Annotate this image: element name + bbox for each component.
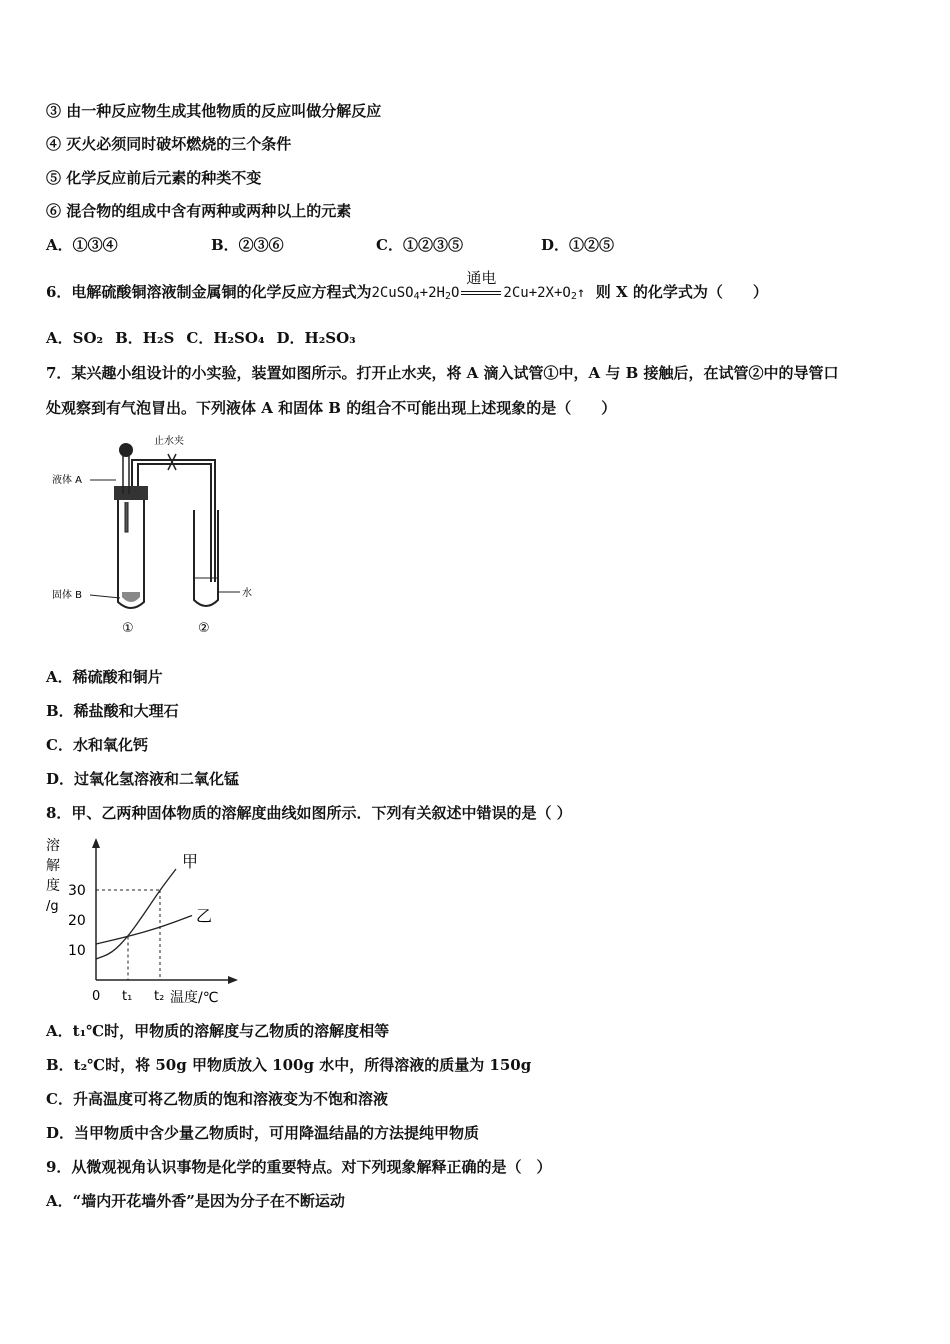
ylabel-char-3: 度 [46,878,60,894]
ylabel-char-1: 溶 [46,838,60,854]
y-axis-arrow-icon [92,838,100,848]
q7-option-a[interactable]: A．稀硫酸和铜片 [46,668,163,686]
solubility-chart [40,832,260,1007]
q7-option-d[interactable]: D．过氧化氢溶液和二氧化锰 [46,770,240,788]
q6-condition-text: 通电 [466,269,497,287]
series-line-1 [96,869,176,959]
label-liquid-a: 液体 A [52,475,83,486]
label-clamp: 止水夹 [154,436,184,447]
label-tube-1: ① [122,621,134,636]
q8-option-d[interactable]: D．当甲物质中含少量乙物质时，可用降温结晶的方法提纯甲物质 [46,1124,480,1142]
q6-equation-right: $2Cu+2X+O_2↑$ [503,285,586,302]
y-tick-label-20: 20 [68,913,86,929]
series-label-2: 乙 [196,906,213,926]
q6-prefix: 6．电解硫酸铜溶液制金属铜的化学反应方程式为 [46,283,372,301]
q5-item-4: ④ 灭火必须同时破坏燃烧的三个条件 [46,135,292,153]
y-tick-label-10: 10 [68,943,86,959]
q7-stem-line1: 7．某兴趣小组设计的小实验，装置如图所示。打开止水夹，将 A 滴入试管①中，A 与 B 接触后，在试管②中的导管口 [46,364,839,382]
q5-option-b[interactable]: B．②③⑥ [211,236,284,254]
q6-option-c[interactable]: C．H₂SO₄ [186,329,265,347]
q6-option-d[interactable]: D．H₂SO₃ [276,329,356,347]
q5-option-d[interactable]: D．①②⑤ [541,236,615,254]
q6-question-tail: 则 X 的化学式为（ ） [595,283,768,301]
q5-item-6: ⑥ 混合物的组成中含有两种或两种以上的元素 [46,202,352,220]
q6-equation-left: $2CuSO_4+2H_2O$ [371,285,460,302]
clamp-icon [168,454,176,470]
ylabel-char-2: 解 [46,858,60,874]
series-line-2 [96,916,192,945]
q5-item-3: ③ 由一种反应物生成其他物质的反应叫做分解反应 [46,102,382,120]
q9-stem: 9．从微观视角认识事物是化学的重要特点。对下列现象解释正确的是（ ） [46,1158,552,1176]
y-axis-label [46,837,60,914]
x-tick-label-t1: t₁ [122,989,133,1004]
x-axis-arrow-icon [228,976,238,984]
q9-option-a[interactable]: A．“墙内开花墙外香”是因为分子在不断运动 [46,1192,345,1210]
q7-stem-line2: 处观察到有气泡冒出。下列液体 A 和固体 B 的组合不可能出现上述现象的是（ ） [46,399,617,417]
chart-ticks [68,883,164,1004]
label-solid-pointer [90,595,120,598]
q6-option-b[interactable]: B．H₂S [115,329,175,347]
q8-option-b[interactable]: B．t₂℃时，将 50g 甲物质放入 100g 水中，所得溶液的质量为 150g [46,1056,532,1074]
solid-b-material [122,592,140,602]
equals-sign-icon [461,291,501,295]
rubber-stopper-1 [114,486,148,500]
dropper-tip [125,502,128,532]
test-tube-1 [118,494,144,608]
x-tick-label-t2: t₂ [154,989,165,1004]
origin-label: 0 [92,989,101,1004]
q5-option-c[interactable]: C．①②③⑤ [376,236,463,254]
q8-option-a[interactable]: A．t₁℃时，甲物质的溶解度与乙物质的溶解度相等 [46,1022,390,1040]
q8-option-c[interactable]: C．升高温度可将乙物质的饱和溶液变为不饱和溶液 [46,1090,388,1108]
connecting-tube [138,464,211,582]
q7-apparatus-figure [46,432,276,637]
y-tick-label-30: 30 [68,883,86,899]
chart-series [96,852,212,959]
x-axis-label: 温度/℃ [170,990,219,1006]
dropper-bulb-icon [119,443,133,457]
q6-stem [46,269,768,307]
q7-option-c[interactable]: C．水和氧化钙 [46,736,148,754]
series-label-1: 甲 [182,852,199,871]
q6-option-a[interactable]: A．SO₂ [46,329,104,347]
q7-option-b[interactable]: B．稀盐酸和大理石 [46,702,179,720]
q8-stem: 8．甲、乙两种固体物质的溶解度曲线如图所示．下列有关叙述中错误的是（ ） [46,804,572,822]
label-tube-2: ② [198,621,210,636]
q5-item-5: ⑤ 化学反应前后元素的种类不变 [46,169,262,187]
q6-condition [459,269,503,302]
q5-options [46,235,614,255]
label-water: 水 [242,588,252,599]
ylabel-char-4: /g [46,899,59,914]
q5-option-a[interactable]: A．①③④ [46,236,118,254]
q6-options [46,328,356,348]
label-solid-b: 固体 B [52,590,83,601]
